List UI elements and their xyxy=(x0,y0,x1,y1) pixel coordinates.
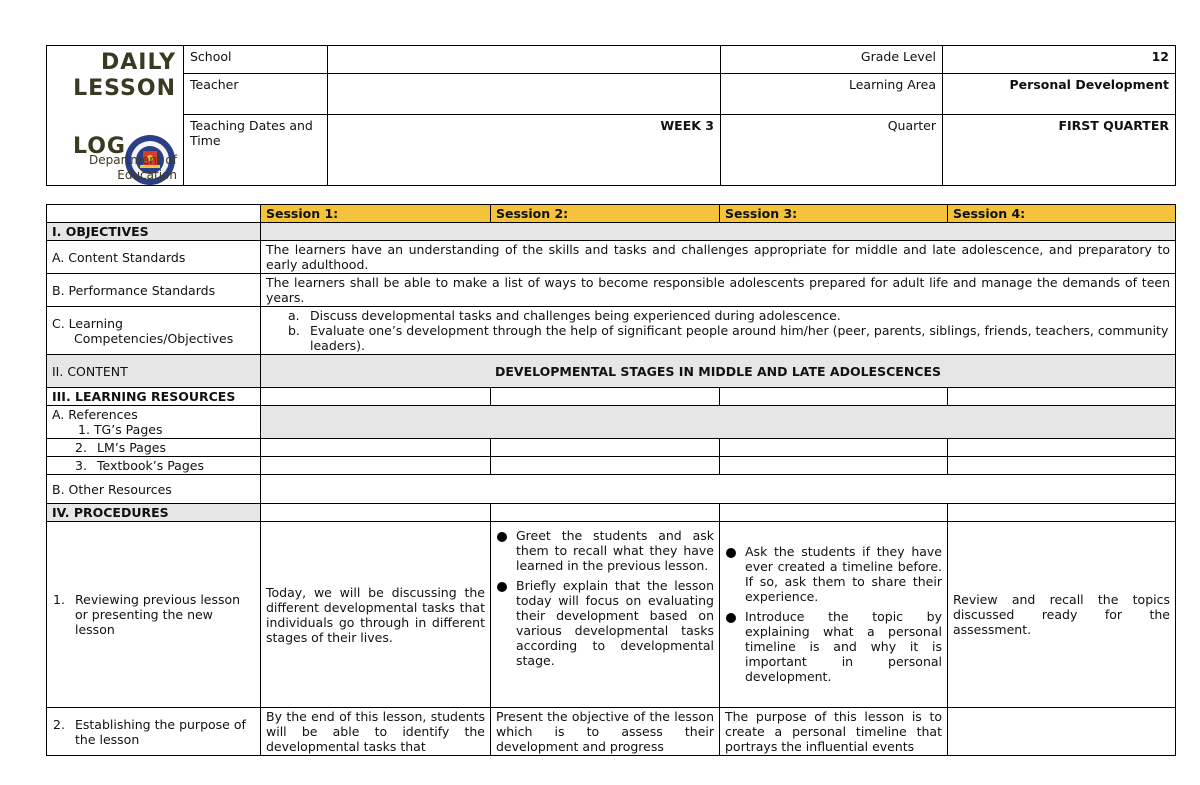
content-standards-label: A. Content Standards xyxy=(47,241,261,274)
session-header-blank xyxy=(47,205,261,223)
grade-value: 12 xyxy=(943,46,1176,74)
quarter-label: Quarter xyxy=(721,115,943,186)
teacher-field[interactable] xyxy=(328,74,721,115)
competencies-label xyxy=(47,307,261,355)
competencies-label-line1: C. Learning xyxy=(52,315,123,331)
competencies-list xyxy=(261,307,1176,355)
reviewing-session-1: Today, we will be discussing the different developmental tasks that individuals go through in different stages of their lives. xyxy=(261,522,491,708)
resources-heading: III. LEARNING RESOURCES xyxy=(47,388,261,406)
lm-s2 xyxy=(491,439,720,457)
grade-label: Grade Level xyxy=(721,46,943,74)
procedures-s3 xyxy=(720,504,948,522)
resources-s2 xyxy=(491,388,720,406)
reviewing-session-3 xyxy=(720,522,948,708)
list-item: Ask the students if they have ever created a timeline before. If so, ask them to share their experience. xyxy=(745,544,942,604)
reviewing-session-4: Review and recall the topics discussed ready for the assessment. xyxy=(948,522,1176,708)
competency-item: b. Evaluate one’s development through the help of significant people around him/her (peer, parents, siblings, friends, teachers, community leaders). xyxy=(288,323,1169,353)
procedures-heading: IV. PROCEDURES xyxy=(47,504,261,522)
tg-pages-label: 1. TG’s Pages xyxy=(78,422,163,437)
objectives-heading-fill xyxy=(261,223,1176,241)
session-3-header: Session 3: xyxy=(720,205,948,223)
reviewing-session-2 xyxy=(491,522,720,708)
content-heading: II. CONTENT xyxy=(47,355,261,388)
area-label: Learning Area xyxy=(721,74,943,115)
school-label: School xyxy=(184,46,328,74)
area-value: Personal Development xyxy=(943,74,1176,115)
lm-pages-label: 2. LM’s Pages xyxy=(47,439,261,457)
resources-s4 xyxy=(948,388,1176,406)
session-2-header: Session 2: xyxy=(491,205,720,223)
session-1-header: Session 1: xyxy=(261,205,491,223)
title-log: LOG xyxy=(73,134,126,159)
quarter-value: FIRST QUARTER xyxy=(943,115,1176,186)
purpose-session-2: Present the objective of the lesson which is to assess their development and progress xyxy=(491,708,720,756)
department-name: Department of Education xyxy=(89,153,177,182)
procedures-s2 xyxy=(491,504,720,522)
lm-s3 xyxy=(720,439,948,457)
references-cell xyxy=(47,406,261,439)
other-resources-fill xyxy=(261,475,1176,504)
purpose-session-1: By the end of this lesson, students will be able to identify the developmental tasks that xyxy=(261,708,491,756)
references-fill xyxy=(261,406,1176,439)
content-topic: DEVELOPMENTAL STAGES IN MIDDLE AND LATE ADOLESCENCES xyxy=(261,355,1176,388)
procedures-s1 xyxy=(261,504,491,522)
list-item: Briefly explain that the lesson today will focus on evaluating their development based on various developmental tasks according to developmental stage. xyxy=(516,578,714,668)
procedures-s4 xyxy=(948,504,1176,522)
textbook-s4 xyxy=(948,457,1176,475)
dates-value: WEEK 3 xyxy=(328,115,721,186)
textbook-pages-label: 3. Textbook’s Pages xyxy=(47,457,261,475)
dates-label: Teaching Dates and Time xyxy=(184,115,328,186)
title-daily: DAILY xyxy=(101,50,176,75)
teacher-label: Teacher xyxy=(184,74,328,115)
textbook-s2 xyxy=(491,457,720,475)
reviewing-label: 1. Reviewing previous lesson or presenting the new lesson xyxy=(47,522,261,708)
purpose-label: 2. Establishing the purpose of the lesson xyxy=(47,708,261,756)
lesson-table xyxy=(46,204,1176,756)
objectives-heading: I. OBJECTIVES xyxy=(47,223,261,241)
performance-standards-text: The learners shall be able to make a list of ways to become responsible adolescents prepared for adult life and manage the demands of teen years. xyxy=(261,274,1176,307)
content-standards-text: The learners have an understanding of the skills and tasks and challenges appropriate for middle and late adolescence, and preparatory to early adulthood. xyxy=(261,241,1176,274)
resources-s1 xyxy=(261,388,491,406)
purpose-session-3: The purpose of this lesson is to create a personal timeline that portrays the influential events xyxy=(720,708,948,756)
session-4-header: Session 4: xyxy=(948,205,1176,223)
competency-item: a. Discuss developmental tasks and challenges being experienced during adolescence. xyxy=(288,308,841,323)
list-item: Greet the students and ask them to recall what they have learned in the previous lesson. xyxy=(516,528,714,573)
other-resources-label: B. Other Resources xyxy=(47,475,261,504)
references-label: A. References xyxy=(52,407,138,422)
title-lesson: LESSON xyxy=(73,76,176,101)
lm-s4 xyxy=(948,439,1176,457)
lm-s1 xyxy=(261,439,491,457)
list-item: Introduce the topic by explaining what a personal timeline is and why it is important in personal development. xyxy=(745,609,942,684)
school-field[interactable] xyxy=(328,46,721,74)
logo-block xyxy=(47,46,184,186)
resources-s3 xyxy=(720,388,948,406)
competencies-label-line2: Competencies/Objectives xyxy=(74,330,234,346)
textbook-s1 xyxy=(261,457,491,475)
header-table xyxy=(46,45,1176,186)
performance-standards-label: B. Performance Standards xyxy=(47,274,261,307)
purpose-session-4 xyxy=(948,708,1176,756)
textbook-s3 xyxy=(720,457,948,475)
